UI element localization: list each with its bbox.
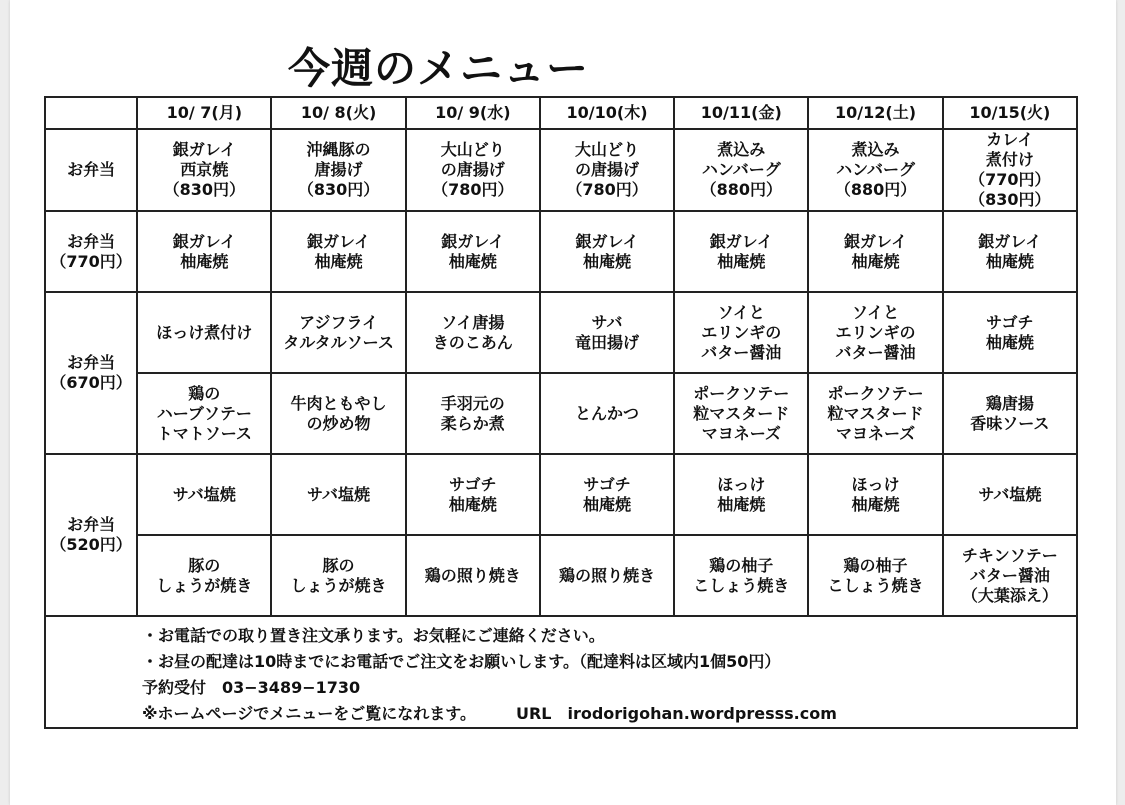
menu-cell: ポークソテー 粒マスタード マヨネーズ — [808, 373, 942, 454]
menu-row — [45, 292, 1077, 373]
category-label: お弁当 （520円） — [45, 454, 137, 616]
menu-cell: 牛肉ともやし の炒め物 — [271, 373, 405, 454]
date-header: 10/10(木) — [540, 97, 674, 129]
menu-cell: ほっけ煮付け — [137, 292, 271, 373]
menu-cell: 煮込み ハンバーグ （880円） — [808, 129, 942, 211]
menu-cell: 大山どり の唐揚げ （780円） — [540, 129, 674, 211]
notes-section — [45, 616, 1077, 728]
menu-row — [45, 211, 1077, 292]
menu-cell: サバ塩焼 — [137, 454, 271, 535]
menu-cell: 鶏の柚子 こしょう焼き — [808, 535, 942, 616]
note-delivery: ・お昼の配達は10時までにお電話でご注文をお願いします。（配達料は区域内1個50円） — [142, 652, 781, 671]
menu-cell: 銀ガレイ 柚庵焼 — [406, 211, 540, 292]
website-url: URL irodorigohan.wordpresss.com — [515, 704, 837, 723]
header-corner — [45, 97, 137, 129]
menu-cell: 鶏の ハーブソテー トマトソース — [137, 373, 271, 454]
category-label: お弁当 （670円） — [45, 292, 137, 454]
menu-row — [45, 373, 1077, 454]
menu-cell: 沖縄豚の 唐揚げ （830円） — [271, 129, 405, 211]
menu-row — [45, 129, 1077, 211]
menu-row — [45, 535, 1077, 616]
menu-cell: サゴチ 柚庵焼 — [943, 292, 1077, 373]
menu-cell: サゴチ 柚庵焼 — [540, 454, 674, 535]
notes-row — [45, 616, 1077, 728]
menu-cell: 豚の しょうが焼き — [271, 535, 405, 616]
menu-cell: ソイ唐揚 きのこあん — [406, 292, 540, 373]
date-header: 10/12(土) — [808, 97, 942, 129]
menu-cell: 銀ガレイ 柚庵焼 — [540, 211, 674, 292]
menu-cell: サバ塩焼 — [943, 454, 1077, 535]
menu-page — [10, 0, 1116, 805]
weekly-menu-table — [44, 96, 1078, 729]
menu-cell: 鶏の柚子 こしょう焼き — [674, 535, 808, 616]
menu-cell: ポークソテー 粒マスタード マヨネーズ — [674, 373, 808, 454]
menu-row — [45, 454, 1077, 535]
menu-cell: 鶏の照り焼き — [540, 535, 674, 616]
menu-cell: 鶏唐揚 香味ソース — [943, 373, 1077, 454]
category-label: お弁当 （770円） — [45, 211, 137, 292]
menu-cell: とんかつ — [540, 373, 674, 454]
menu-cell: 鶏の照り焼き — [406, 535, 540, 616]
menu-cell: 大山どり の唐揚げ （780円） — [406, 129, 540, 211]
menu-cell: ソイと エリンギの バター醤油 — [674, 292, 808, 373]
date-header: 10/15(火) — [943, 97, 1077, 129]
menu-cell: ソイと エリンギの バター醤油 — [808, 292, 942, 373]
menu-cell: 銀ガレイ 西京焼 （830円） — [137, 129, 271, 211]
note-website-text: ※ホームページでメニューをご覧になれます。 — [142, 704, 476, 723]
menu-cell: 銀ガレイ 柚庵焼 — [137, 211, 271, 292]
note-phone: 予約受付 03−3489−1730 — [142, 678, 361, 697]
category-label: お弁当 — [45, 129, 137, 211]
date-header-row — [45, 97, 1077, 129]
menu-cell: 豚の しょうが焼き — [137, 535, 271, 616]
date-header: 10/ 8(火) — [271, 97, 405, 129]
menu-cell: 銀ガレイ 柚庵焼 — [271, 211, 405, 292]
page-title: 今週のメニュー — [288, 44, 590, 93]
note-website — [142, 701, 1076, 727]
menu-cell: チキンソテー バター醤油 （大葉添え） — [943, 535, 1077, 616]
menu-cell: サバ塩焼 — [271, 454, 405, 535]
menu-cell: 銀ガレイ 柚庵焼 — [943, 211, 1077, 292]
menu-cell: カレイ 煮付け （770円） （830円） — [943, 129, 1077, 211]
menu-cell: 銀ガレイ 柚庵焼 — [808, 211, 942, 292]
date-header: 10/11(金) — [674, 97, 808, 129]
menu-cell: サゴチ 柚庵焼 — [406, 454, 540, 535]
menu-cell: 煮込み ハンバーグ （880円） — [674, 129, 808, 211]
date-header: 10/ 9(水) — [406, 97, 540, 129]
menu-cell: ほっけ 柚庵焼 — [674, 454, 808, 535]
menu-cell: ほっけ 柚庵焼 — [808, 454, 942, 535]
menu-cell: 手羽元の 柔らか煮 — [406, 373, 540, 454]
date-header: 10/ 7(月) — [137, 97, 271, 129]
menu-cell: アジフライ タルタルソース — [271, 292, 405, 373]
note-reservation: ・お電話での取り置き注文承ります。お気軽にご連絡ください。 — [142, 626, 605, 645]
menu-cell: サバ 竜田揚げ — [540, 292, 674, 373]
menu-cell: 銀ガレイ 柚庵焼 — [674, 211, 808, 292]
